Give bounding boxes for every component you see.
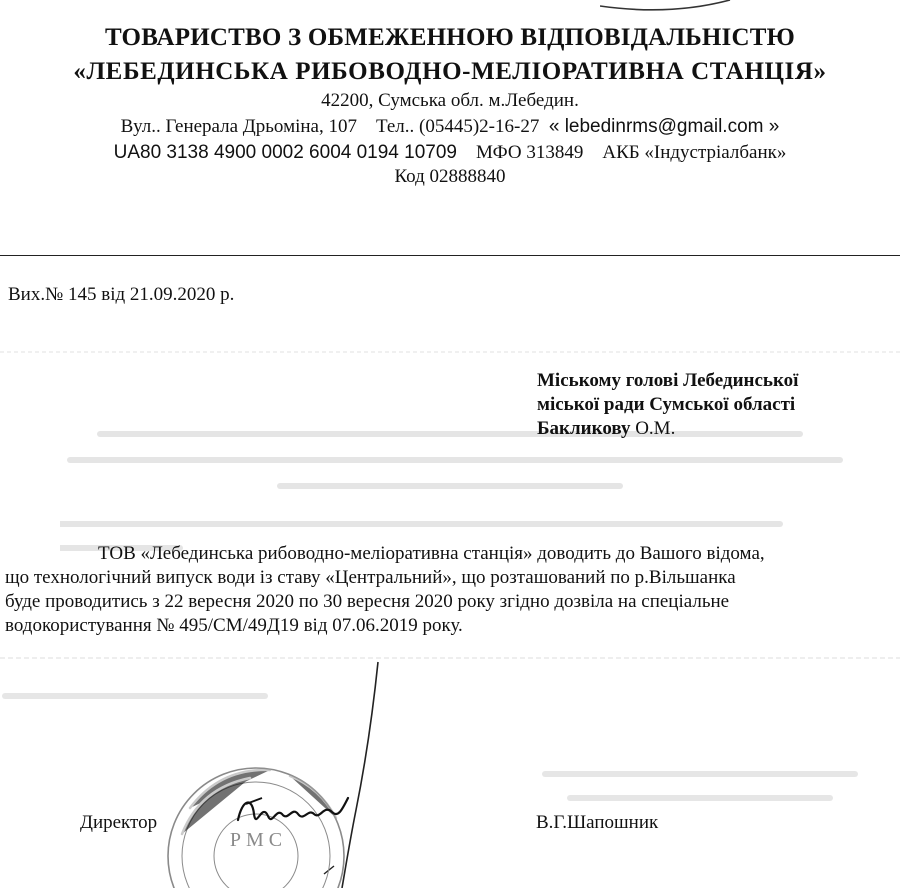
letter-body [5, 542, 895, 638]
contact-line [0, 116, 900, 138]
street: Вул.. Генерала Дрьоміна, 107 [120, 116, 357, 137]
recipient-block [537, 369, 897, 441]
company-code: Код 02888840 [394, 166, 506, 187]
phone: Тел.. (05445)2-16-27 [375, 116, 540, 137]
bank-line [0, 142, 900, 164]
org-name-line1: ТОВАРИСТВО З ОБМЕЖЕННОЮ ВІДПОВІДАЛЬНІСТЮ [105, 24, 795, 51]
dotted-guideline [0, 350, 900, 354]
bleed-through-decoration [60, 420, 860, 560]
org-name-line2: «ЛЕБЕДИНСЬКА РИБОВОДНО-МЕЛІОРАТИВНА СТАНЦІЯ» [73, 58, 827, 85]
director-title: Директор [80, 812, 158, 833]
body-line4: водокористування № 495/СМ/49Д19 від 07.06.2019 року. [5, 615, 463, 636]
recipient-line2: міської ради Сумської області [537, 394, 796, 415]
outgoing-number: Вих.№ 145 від 21.09.2020 р. [8, 284, 235, 305]
header-divider [0, 255, 900, 256]
stamp-center-text: Р М С [229, 829, 283, 851]
address-line: 42200, Сумська обл. м.Лебедин. [321, 90, 579, 111]
email: « lebedinrms@gmail.com » [548, 116, 780, 137]
handwritten-signature [232, 790, 352, 834]
mfo: МФО 313849 [475, 142, 584, 163]
top-arc-decoration [600, 0, 740, 14]
director-name: В.Г.Шапошник [536, 812, 659, 833]
bleed-through-decoration-lower [0, 650, 900, 820]
recipient-line1: Міському голові Лебединської [537, 370, 799, 391]
bank: АКБ «Індустріалбанк» [602, 142, 787, 163]
body-line1: ТОВ «Лебединська рибоводно-меліоративна станція» доводить до Вашого відома, [98, 543, 765, 564]
iban: UA80 3138 4900 0002 6004 0194 10709 [113, 142, 457, 163]
recipient-initials: О.М. [630, 418, 676, 439]
recipient-surname: Бакликову [537, 418, 631, 439]
body-line2: що технологічний випуск води із ставу «Центральний», що розташований по р.Вільшанка [5, 567, 736, 588]
body-line3: буде проводитись з 22 вересня 2020 по 30 вересня 2020 року згідно дозвіла на спеціальне [5, 591, 730, 612]
